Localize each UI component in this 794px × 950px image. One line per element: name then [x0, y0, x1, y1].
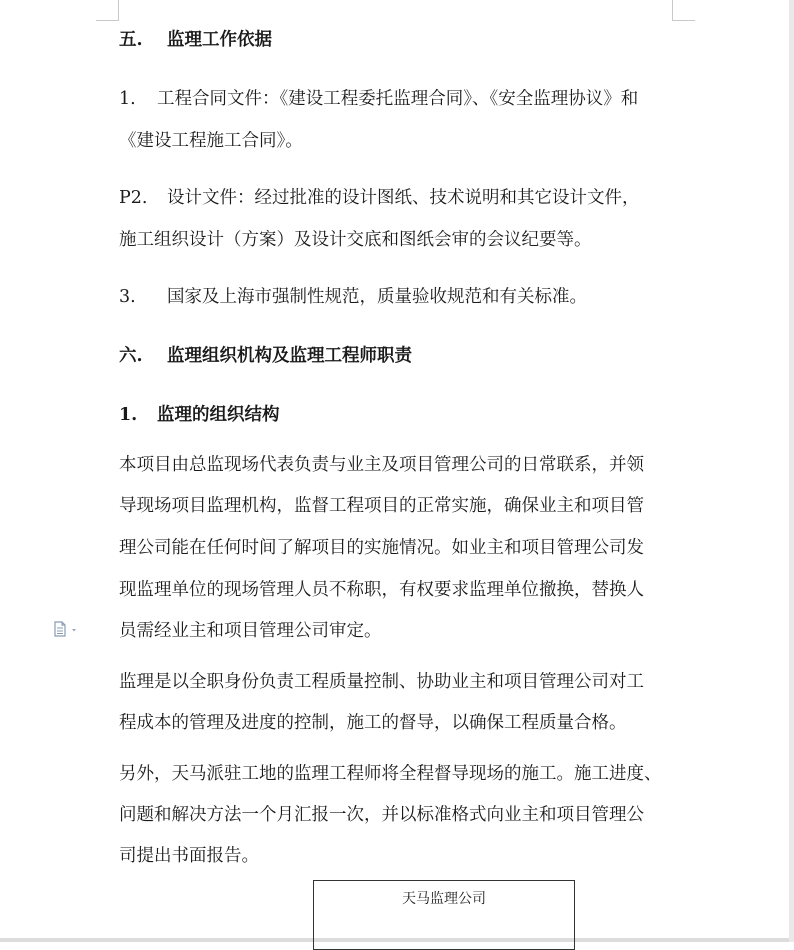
section-5-number: 五. [119, 30, 143, 50]
document-icon[interactable] [52, 621, 80, 637]
list-item-number: P2. [119, 188, 148, 208]
list-item-1 [119, 87, 638, 111]
list-item-3 [119, 285, 587, 309]
subsection-1-heading [119, 403, 280, 427]
section-5-title: 监理工作依据 [167, 30, 272, 50]
list-item-1-continuation: 《建设工程施工合同》。 [119, 131, 303, 151]
org-chart-box [313, 880, 575, 950]
list-item-text: 工程合同文件：《建设工程委托监理合同》、《安全监理协议》和 [157, 89, 639, 109]
document-icon-svg [52, 621, 80, 637]
paragraph-1-line: 现监理单位的现场管理人员不称职，有权要求监理单位撤换，替换人 [119, 580, 644, 600]
section-6-number: 六. [119, 346, 143, 366]
org-chart-box-label: 天马监理公司 [402, 891, 486, 907]
list-item-text: 国家及上海市强制性规范，质量验收规范和有关标准。 [167, 287, 587, 307]
paragraph-2-line: 程成本的管理及进度的控制，施工的督导，以确保工程质量合格。 [119, 713, 627, 733]
list-item-number: 3. [119, 287, 136, 307]
list-item-number: 1. [119, 89, 136, 109]
paragraph-1-line: 导现场项目监理机构，监督工程项目的正常实施，确保业主和项目管 [119, 496, 644, 516]
paragraph-3-line: 司提出书面报告。 [119, 846, 259, 866]
list-item-2 [119, 186, 640, 210]
subsection-1-title: 监理的组织结构 [157, 405, 280, 425]
section-6-title: 监理组织机构及监理工程师职责 [167, 346, 412, 366]
paragraph-1-line: 理公司能在任何时间了解项目的实施情况。如业主和项目管理公司发 [119, 538, 644, 558]
crop-mark-top-left [96, 0, 119, 21]
paragraph-1-line: 员需经业主和项目管理公司审定。 [119, 621, 382, 641]
paragraph-3-line: 问题和解决方法一个月汇报一次，并以标准格式向业主和项目管理公 [119, 805, 644, 825]
paragraph-2-line: 监理是以全职身份负责工程质量控制、协助业主和项目管理公司对工 [119, 672, 644, 692]
paragraph-3-line: 另外，天马派驻工地的监理工程师将全程督导现场的施工。施工进度、 [119, 764, 662, 784]
page-right-edge [789, 0, 794, 942]
list-item-2-continuation: 施工组织设计（方案）及设计交底和图纸会审的会议纪要等。 [119, 230, 592, 250]
section-6-heading [119, 344, 412, 368]
list-item-text: 设计文件：经过批准的设计图纸、技术说明和其它设计文件， [167, 188, 640, 208]
subsection-1-number: 1. [119, 405, 138, 425]
paragraph-1-line: 本项目由总监现场代表负责与业主及项目管理公司的日常联系，并领 [119, 455, 644, 475]
section-5-heading [119, 28, 272, 52]
crop-mark-top-right [672, 0, 695, 21]
